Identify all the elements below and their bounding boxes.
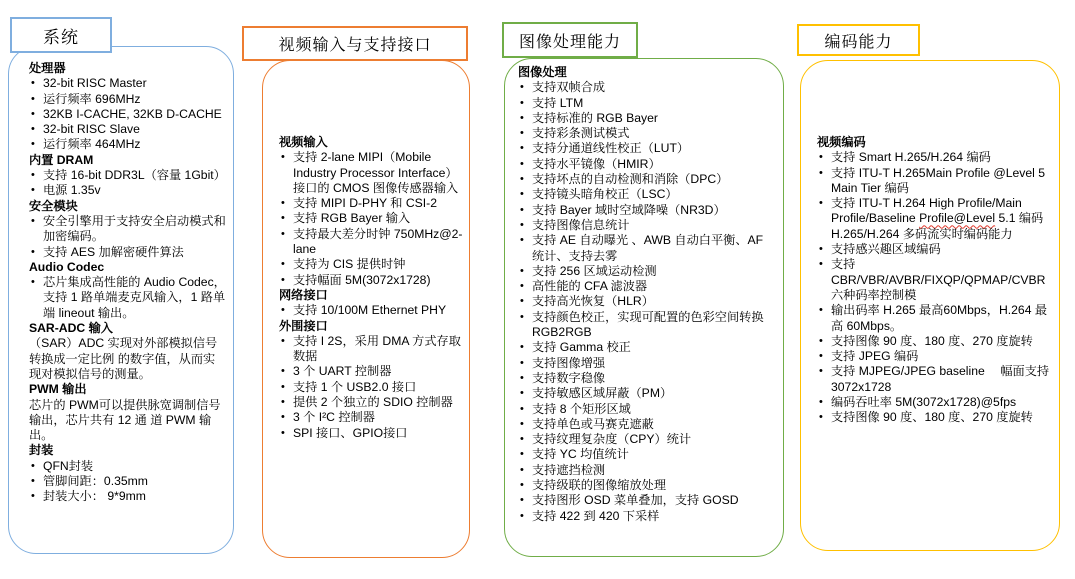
- spec-item: [279, 227, 464, 258]
- spec-item-text: 支持 Gamma 校正: [532, 340, 631, 355]
- spec-item: [279, 273, 464, 288]
- bullet-icon: •: [31, 123, 35, 136]
- spec-item-text: 支持高光恢复（HLR）: [532, 294, 654, 309]
- title-box-image-processing: [502, 22, 638, 58]
- spec-list-system: [29, 61, 228, 505]
- bullet-icon: •: [31, 459, 35, 472]
- spec-item: [29, 137, 228, 152]
- spec-item: [518, 356, 775, 371]
- bullet-icon: •: [520, 173, 524, 186]
- bullet-icon: •: [520, 111, 524, 124]
- spec-item: [518, 264, 775, 279]
- spellcheck-squiggle: Profile@Level: [919, 211, 996, 226]
- spec-item-text: 支持 RGB Bayer 输入: [293, 211, 411, 226]
- spec-item: [29, 459, 228, 474]
- spec-item-text: 支持 YC 均值统计: [532, 447, 629, 462]
- spec-item-text: 支持彩条测试模式: [532, 126, 630, 141]
- spec-item: [518, 509, 775, 524]
- spec-item-text: 支持纹理复杂度（CPY）统计: [532, 432, 692, 447]
- bullet-icon: •: [520, 310, 524, 323]
- bullet-icon: •: [819, 151, 823, 164]
- section-heading: Audio Codec: [29, 259, 105, 274]
- section-heading: PWM 输出: [29, 382, 87, 397]
- spec-item-text: 32-bit RISC Slave: [43, 122, 140, 137]
- spec-item-text: 运行频率 696MHz: [43, 91, 141, 106]
- spec-item-text: 封装大小： 9*9mm: [43, 489, 146, 504]
- spec-item: [29, 92, 228, 107]
- bullet-icon: •: [520, 341, 524, 354]
- bullet-icon: •: [31, 490, 35, 503]
- bullet-icon: •: [281, 380, 285, 393]
- spec-item: [29, 474, 228, 489]
- spec-item: [817, 410, 1054, 425]
- spec-item: [518, 417, 775, 432]
- section-heading: SAR-ADC 输入: [29, 321, 113, 336]
- bullet-icon: •: [520, 280, 524, 293]
- spec-item: [518, 371, 775, 386]
- bullet-icon: •: [281, 212, 285, 225]
- section-heading: 内置 DRAM: [29, 152, 94, 167]
- bullet-icon: •: [31, 169, 35, 182]
- spec-item: [279, 426, 464, 441]
- bullet-icon: •: [520, 402, 524, 415]
- spec-item-text: 支持 ITU-T H.264 High Profile/Main Profile/Baseline Profile@Level 5.1 编码 H.265/H.264 多码流实时编码能力: [831, 196, 1044, 241]
- bullet-icon: •: [31, 92, 35, 105]
- panel-encoding: [800, 60, 1060, 551]
- spec-item-text: 支持 ITU-T H.265Main Profile @Level 5 Main Tier 编码: [831, 165, 1045, 195]
- spec-item: [29, 107, 228, 122]
- spec-item: [518, 493, 775, 508]
- spec-item-text: 支持 1 个 USB2.0 接口: [293, 379, 417, 394]
- bullet-icon: •: [819, 350, 823, 363]
- spec-item: [518, 218, 775, 233]
- title-system-label: 系统: [43, 27, 79, 47]
- bullet-icon: •: [520, 509, 524, 522]
- spec-item: [817, 166, 1054, 197]
- section-heading: 安全模块: [29, 198, 78, 213]
- bullet-icon: •: [520, 157, 524, 170]
- spec-list-video-input: [279, 135, 464, 441]
- spec-item-text: 支持 10/100M Ethernet PHY: [293, 303, 447, 318]
- spec-item-text: 32KB I-CACHE, 32KB D-CACHE: [43, 106, 222, 121]
- bullet-icon: •: [819, 197, 823, 210]
- bullet-icon: •: [520, 203, 524, 216]
- spec-item-text: 支持 MJPEG/JPEG baseline 幅面支持 3072x1728: [831, 364, 1050, 394]
- bullet-icon: •: [819, 258, 823, 271]
- spec-item: [518, 157, 775, 172]
- spec-item-text: 支持 I 2S，采用 DMA 方式存取数据: [293, 333, 461, 364]
- bullet-icon: •: [819, 304, 823, 317]
- bullet-icon: •: [520, 96, 524, 109]
- spec-item-text: 支持 MIPI D-PHY 和 CSI-2: [293, 196, 438, 211]
- bullet-icon: •: [281, 151, 285, 164]
- title-video-input-label: 视频输入与支持接口: [278, 37, 432, 54]
- bullet-icon: •: [31, 107, 35, 120]
- spec-item: [518, 126, 775, 141]
- title-box-encoding: [797, 24, 920, 56]
- spec-item-text: 支持标准的 RGB Bayer: [532, 110, 658, 125]
- spec-item: [817, 303, 1054, 334]
- spec-item: [279, 196, 464, 211]
- bullet-icon: •: [31, 276, 35, 289]
- spec-item: [518, 187, 775, 202]
- spec-item-text: 支持图形 OSD 菜单叠加，支持 GOSD: [532, 493, 739, 508]
- bullet-icon: •: [819, 334, 823, 347]
- spec-list-encoding: [817, 135, 1054, 426]
- bullet-icon: •: [520, 387, 524, 400]
- spec-item-text: 支持级联的图像缩放处理: [532, 478, 667, 493]
- bullet-icon: •: [520, 479, 524, 492]
- bullet-icon: •: [520, 264, 524, 277]
- spec-item-text: 支持颜色校正，实现可配置的色彩空间转换 RGB2RGB: [532, 309, 764, 340]
- bullet-icon: •: [281, 411, 285, 424]
- spec-item-text: 支持 AE 自动曝光 、AWB 自动白平衡、AF 统计、支持去雾: [532, 233, 764, 263]
- section-heading: 外围接口: [279, 318, 328, 333]
- spec-item: 芯片的 PWM可以提供脉宽调制信号输出，芯片共有 12 通 道 PWM 输出。: [29, 397, 221, 443]
- bullet-icon: •: [520, 127, 524, 140]
- bullet-icon: •: [31, 138, 35, 151]
- spec-item-text: 高性能的 CFA 滤波器: [532, 279, 648, 294]
- bullet-icon: •: [281, 426, 285, 439]
- bullet-icon: •: [520, 494, 524, 507]
- bullet-icon: •: [520, 356, 524, 369]
- spec-item: [279, 380, 464, 395]
- spec-item: [817, 150, 1054, 165]
- spec-item-text: 芯片集成高性能的 Audio Codec，支持 1 路单端麦克风输入，1 路单端 lineout 输出。: [43, 275, 226, 320]
- bullet-icon: •: [281, 304, 285, 317]
- spec-item-text: 支持分通道线性校正（LUT）: [532, 141, 690, 156]
- bullet-icon: •: [31, 77, 35, 90]
- spec-item-text: 输出码率 H.265 最高60Mbps，H.264 最高 60Mbps。: [831, 303, 1048, 333]
- spec-item-text: 支持 8 个矩形区域: [532, 401, 631, 416]
- spec-list-image-processing: [518, 65, 775, 524]
- spec-item: [279, 395, 464, 410]
- spec-item: [29, 489, 228, 504]
- spec-item-text: 支持镜头暗角校正（LSC）: [532, 187, 678, 202]
- spec-item: [279, 303, 464, 318]
- spec-item-text: 支持 LTM: [532, 95, 584, 110]
- bullet-icon: •: [819, 166, 823, 179]
- spec-item-text: 支持 256 区域运动检测: [532, 263, 657, 278]
- title-box-system: [10, 17, 112, 53]
- spec-item-text: 编码吞吐率 5M(3072x1728)@5fps: [831, 395, 1017, 410]
- spec-item-text: 支持数字稳像: [532, 370, 606, 385]
- title-image-processing-label: 图像处理能力: [518, 33, 621, 51]
- spec-item-text: 电源 1.35v: [43, 183, 101, 198]
- bullet-icon: •: [520, 218, 524, 231]
- spec-item: [518, 340, 775, 355]
- bullet-icon: •: [281, 197, 285, 210]
- spec-item: [29, 245, 228, 260]
- spec-item: [518, 203, 775, 218]
- section-heading: 网络接口: [279, 287, 328, 302]
- spec-item: [518, 463, 775, 478]
- spec-item: [29, 183, 228, 198]
- bullet-icon: •: [819, 243, 823, 256]
- title-encoding-label: 编码能力: [824, 33, 893, 51]
- spec-item-text: 提供 2 个独立的 SDIO 控制器: [293, 395, 453, 410]
- spec-item-text: 支持水平镜像（HMIR）: [532, 156, 661, 171]
- panel-video-input-interfaces: [262, 60, 470, 558]
- bullet-icon: •: [819, 365, 823, 378]
- spec-item-text: SPI 接口、GPIO接口: [293, 425, 408, 440]
- spec-item: [817, 334, 1054, 349]
- spec-item-text: 支持 422 到 420 下采样: [532, 508, 660, 523]
- spec-item: [518, 432, 775, 447]
- spec-item-text: 支持遮挡检测: [532, 462, 606, 477]
- bullet-icon: •: [281, 273, 285, 286]
- bullet-icon: •: [819, 396, 823, 409]
- spec-item: [518, 279, 775, 294]
- spec-item: [817, 257, 1054, 303]
- bullet-icon: •: [819, 411, 823, 424]
- spec-item-text: 支持 Bayer 域时空域降噪（NR3D）: [532, 202, 726, 217]
- spec-item-text: 支持坏点的自动检测和消除（DPC）: [532, 172, 729, 187]
- spec-item: [518, 294, 775, 309]
- section-heading: 视频编码: [817, 135, 866, 149]
- spec-item: [518, 141, 775, 156]
- spec-item: [518, 386, 775, 401]
- spec-item-text: 支持 AES 加解密硬件算法: [43, 244, 184, 259]
- spec-item: [279, 211, 464, 226]
- spec-item: （SAR）ADC 实现对外部模拟信号转换成一定比例 的数字值，从而实现对模拟信号的测量。: [29, 336, 218, 381]
- spec-item-text: 32-bit RISC Master: [43, 76, 147, 91]
- spec-item-text: 支持图像增强: [532, 355, 606, 370]
- spec-item: [279, 150, 464, 196]
- bullet-icon: •: [520, 142, 524, 155]
- spec-item: [29, 275, 228, 321]
- spec-item: [518, 447, 775, 462]
- spec-item-text: 支持图像 90 度、180 度、270 度旋转: [831, 333, 1033, 348]
- bullet-icon: •: [520, 448, 524, 461]
- spec-item-text: 支持 16-bit DDR3L（容量 1Gbit）: [43, 168, 226, 183]
- bullet-icon: •: [31, 184, 35, 197]
- bullet-icon: •: [31, 475, 35, 488]
- spec-item-text: 支持单色或马赛克遮蔽: [532, 416, 654, 431]
- spec-item: [518, 402, 775, 417]
- spec-item-text: 支持图像信息统计: [532, 217, 630, 232]
- spec-item: [518, 80, 775, 95]
- spec-item: [518, 111, 775, 126]
- spec-item-text: 支持CBR/VBR/AVBR/FIXQP/QPMAP/CVBR 六种码率控制模: [831, 257, 1046, 302]
- section-heading: 图像处理: [518, 65, 567, 79]
- spec-item: [29, 168, 228, 183]
- spec-item: [29, 76, 228, 91]
- spec-item: [518, 310, 775, 341]
- spec-item: [279, 364, 464, 379]
- spec-item-text: 3 个 I²C 控制器: [293, 410, 375, 425]
- spec-item-text: 3 个 UART 控制器: [293, 364, 392, 379]
- spec-item-text: QFN封装: [43, 458, 94, 473]
- spec-item-text: 支持 Smart H.265/H.264 编码: [831, 150, 991, 165]
- spec-item: [817, 242, 1054, 257]
- panel-system: [8, 46, 234, 554]
- section-heading: 封装: [29, 443, 54, 458]
- spec-item: [518, 96, 775, 111]
- spec-item: [29, 214, 228, 245]
- bullet-icon: •: [520, 463, 524, 476]
- spec-item: [518, 233, 775, 264]
- spec-item: [279, 410, 464, 425]
- spec-item: [518, 172, 775, 187]
- spec-item-text: 支持感兴趣区域编码: [831, 242, 941, 257]
- section-heading: 处理器: [29, 61, 66, 75]
- section-heading: 视频输入: [279, 135, 328, 149]
- spec-item: [817, 364, 1054, 395]
- spec-item-text: 支持 JPEG 编码: [831, 349, 919, 364]
- bullet-icon: •: [520, 417, 524, 430]
- spec-item: [279, 334, 464, 365]
- spec-item-text: 运行频率 464MHz: [43, 137, 141, 152]
- bullet-icon: •: [281, 258, 285, 271]
- spec-item-text: 支持敏感区域屏蔽（PM）: [532, 386, 673, 401]
- bullet-icon: •: [31, 245, 35, 258]
- bullet-icon: •: [31, 214, 35, 227]
- bullet-icon: •: [520, 234, 524, 247]
- panel-image-processing: [504, 58, 784, 557]
- spec-item-text: 支持幅面 5M(3072x1728): [293, 272, 431, 287]
- spec-item-text: 管脚间距：0.35mm: [43, 474, 148, 489]
- bullet-icon: •: [520, 81, 524, 94]
- spec-item-text: 支持双帧合成: [532, 80, 606, 95]
- bullet-icon: •: [281, 334, 285, 347]
- spec-item: [29, 122, 228, 137]
- bullet-icon: •: [520, 433, 524, 446]
- bullet-icon: •: [281, 396, 285, 409]
- spec-item-text: 支持最大差分时钟 750MHz@2-lane: [293, 226, 463, 257]
- spec-item-text: 支持 2-lane MIPI（Mobile Industry Processor Interface）接口的 CMOS 图像传感器输入: [293, 150, 459, 195]
- bullet-icon: •: [281, 227, 285, 240]
- spec-item: [817, 349, 1054, 364]
- spec-item: [817, 395, 1054, 410]
- spec-item: [518, 478, 775, 493]
- spec-item-text: 支持为 CIS 提供时钟: [293, 257, 406, 272]
- bullet-icon: •: [520, 295, 524, 308]
- bullet-icon: •: [520, 188, 524, 201]
- spec-item-text: 支持图像 90 度、180 度、270 度旋转: [831, 410, 1033, 425]
- spec-item-text: 安全引擎用于支持安全启动模式和加密编码。: [43, 213, 226, 244]
- title-box-video-input-interfaces: [242, 26, 468, 61]
- spec-item: [279, 257, 464, 272]
- bullet-icon: •: [520, 371, 524, 384]
- spec-item: [817, 196, 1054, 242]
- bullet-icon: •: [281, 365, 285, 378]
